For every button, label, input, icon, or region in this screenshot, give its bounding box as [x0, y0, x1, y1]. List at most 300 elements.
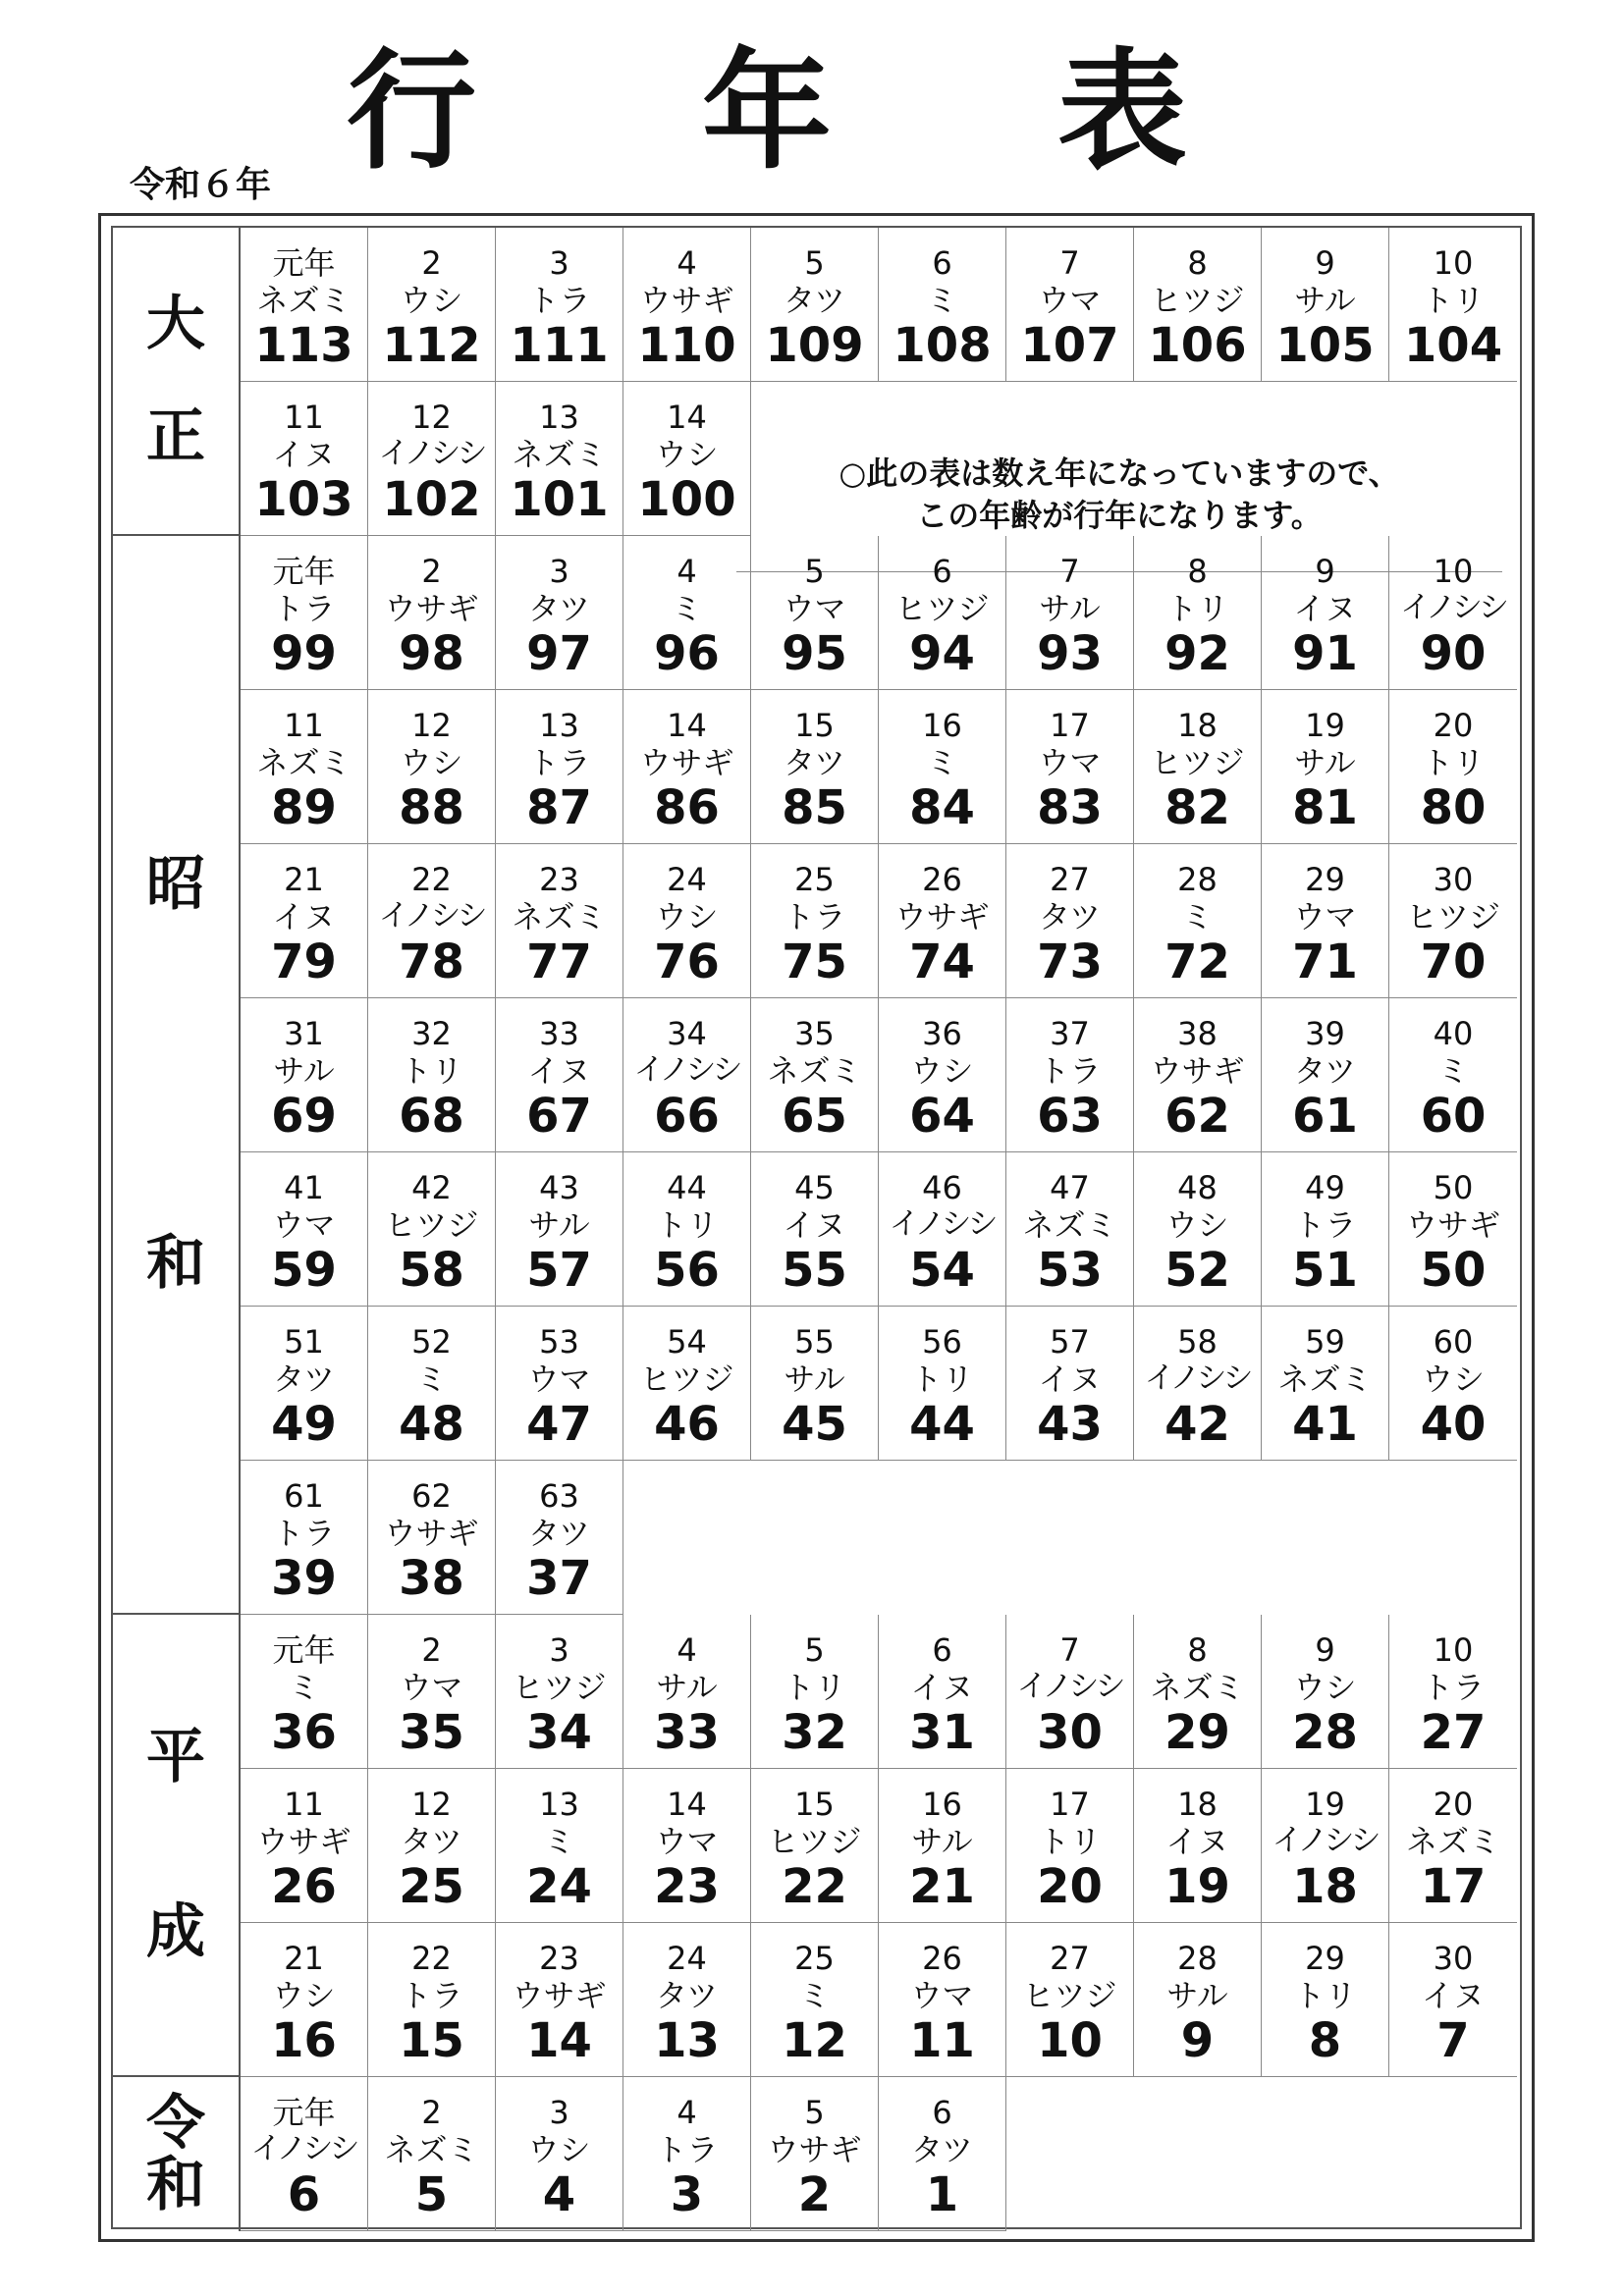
age-value: 33: [654, 1705, 720, 1760]
year-cell: [879, 1307, 1006, 1461]
zodiac-sign: ウシ: [910, 1052, 974, 1090]
year-cell: [496, 998, 623, 1152]
year-cell: [623, 1152, 751, 1307]
era-year: 24: [667, 861, 707, 898]
zodiac-sign: タツ: [400, 1823, 463, 1860]
zodiac-sign: ヒツジ: [512, 1669, 607, 1706]
year-cell: [623, 2077, 751, 2231]
age-value: 79: [271, 934, 337, 989]
zodiac-sign: ネズミ: [1150, 1669, 1245, 1706]
era-year: 10: [1433, 553, 1474, 590]
zodiac-sign: ネズミ: [1022, 1206, 1117, 1244]
age-value: 59: [271, 1243, 337, 1298]
age-value: 86: [654, 780, 720, 835]
age-value: 103: [254, 472, 353, 527]
year-cell: [241, 1307, 368, 1461]
year-cell: [368, 844, 496, 998]
age-value: 12: [782, 2013, 847, 2068]
year-cell: [1006, 1923, 1134, 2077]
era-year: 55: [794, 1323, 835, 1361]
zodiac-sign: タツ: [1293, 1052, 1357, 1090]
zodiac-sign: ウシ: [527, 2131, 591, 2168]
year-cell: [1006, 228, 1134, 382]
age-value: 55: [782, 1243, 847, 1298]
year-cell: [1134, 1307, 1262, 1461]
era-year: 56: [922, 1323, 962, 1361]
age-value: 47: [526, 1397, 592, 1452]
era-year: 17: [1050, 707, 1090, 744]
zodiac-sign: ネズミ: [512, 436, 607, 473]
age-value: 8: [1308, 2013, 1342, 2068]
zodiac-sign: トリ: [910, 1361, 974, 1398]
zodiac-sign: イノシシ: [250, 2131, 357, 2166]
year-cell: [496, 1615, 623, 1769]
zodiac-sign: ミ: [926, 744, 958, 781]
age-value: 28: [1292, 1705, 1358, 1760]
era-year: 52: [411, 1323, 452, 1361]
year-cell: [1262, 228, 1389, 382]
era-year: 6: [932, 553, 952, 590]
zodiac-sign: イヌ: [1038, 1361, 1102, 1398]
year-cell: [879, 690, 1006, 844]
year-cell: [496, 1461, 623, 1615]
zodiac-sign: サル: [1294, 744, 1356, 781]
era-year: 22: [411, 861, 452, 898]
era-year: 23: [539, 861, 579, 898]
era-char: 和: [146, 1229, 205, 1299]
year-cell: [1134, 1615, 1262, 1769]
zodiac-sign: イノシシ: [1144, 1361, 1251, 1396]
era-year: 3: [549, 553, 569, 590]
era-year: 27: [1050, 861, 1090, 898]
year-cell: [751, 844, 879, 998]
zodiac-sign: ミ: [926, 282, 958, 319]
zodiac-sign: イヌ: [1165, 1823, 1229, 1860]
zodiac-sign: トリ: [1421, 744, 1485, 781]
zodiac-sign: ヒツジ: [1405, 898, 1500, 935]
era-year: 元年: [272, 553, 336, 590]
age-value: 107: [1020, 318, 1119, 373]
era-label: [113, 536, 241, 1615]
zodiac-sign: ウサギ: [639, 744, 734, 781]
age-value: 50: [1420, 1243, 1487, 1298]
era-year: 23: [539, 1940, 579, 1977]
era-year: 6: [932, 1631, 952, 1669]
era-year: 15: [794, 707, 835, 744]
year-cell: [1262, 690, 1389, 844]
year-cell: [496, 228, 623, 382]
year-cell: [496, 1152, 623, 1307]
zodiac-sign: トラ: [272, 1515, 336, 1552]
era-year: 3: [549, 244, 569, 282]
year-cell: [1006, 844, 1134, 998]
era-year: 18: [1177, 1786, 1218, 1823]
year-cell: [1389, 1923, 1517, 2077]
year-cell: [496, 690, 623, 844]
age-value: 11: [909, 2013, 975, 2068]
era-year: 26: [922, 861, 962, 898]
zodiac-sign: イノシシ: [1272, 1823, 1379, 1858]
era-year: 9: [1315, 553, 1335, 590]
zodiac-sign: ウマ: [910, 1977, 974, 2014]
year-cell: [1262, 1615, 1389, 1769]
era-year: 10: [1433, 244, 1474, 282]
year-cell: [368, 1769, 496, 1923]
age-value: 67: [526, 1089, 592, 1144]
year-cell: [368, 998, 496, 1152]
year-cell: [1262, 1923, 1389, 2077]
era-year: 7: [1059, 553, 1080, 590]
era-year: 8: [1187, 244, 1208, 282]
era-year: 5: [804, 553, 825, 590]
current-year-label: 令和６年: [130, 165, 272, 205]
year-cell: [368, 382, 496, 536]
zodiac-sign: ウシ: [655, 898, 719, 935]
age-value: 18: [1292, 1859, 1358, 1914]
age-value: 32: [782, 1705, 847, 1760]
era-year: 8: [1187, 1631, 1208, 1669]
zodiac-sign: トリ: [1293, 1977, 1357, 2014]
era-char: 大: [146, 290, 205, 358]
year-cell: [1134, 228, 1262, 382]
era-year: 41: [284, 1169, 324, 1206]
zodiac-sign: ミ: [288, 1669, 320, 1706]
year-cell: [1134, 690, 1262, 844]
age-value: 38: [399, 1551, 464, 1606]
era-year: 30: [1433, 1940, 1474, 1977]
year-cell: [1134, 1769, 1262, 1923]
year-cell: [1006, 1615, 1134, 1769]
zodiac-sign: ウマ: [1038, 744, 1102, 781]
era-year: 元年: [272, 1631, 336, 1669]
age-value: 95: [782, 626, 847, 681]
era-year: 2: [421, 553, 442, 590]
era-year: 5: [804, 244, 825, 282]
year-cell: [623, 998, 751, 1152]
year-cell: [1006, 1307, 1134, 1461]
age-value: 30: [1037, 1705, 1103, 1760]
era-year: 14: [667, 707, 707, 744]
zodiac-sign: ミ: [671, 590, 703, 627]
age-value: 74: [909, 934, 975, 989]
age-value: 88: [399, 780, 464, 835]
zodiac-sign: ネズミ: [1277, 1361, 1373, 1398]
era-year: 63: [539, 1477, 579, 1515]
year-cell: [751, 1923, 879, 2077]
zodiac-sign: サル: [784, 1361, 845, 1398]
zodiac-sign: タツ: [527, 590, 591, 627]
year-cell: [1389, 1615, 1517, 1769]
era-year: 4: [677, 2094, 697, 2131]
zodiac-sign: トラ: [655, 2131, 719, 2168]
age-value: 21: [909, 1859, 975, 1914]
era-year: 11: [284, 707, 324, 744]
zodiac-sign: ウサギ: [512, 1977, 607, 2014]
year-cell: [879, 1769, 1006, 1923]
year-cell: [623, 1307, 751, 1461]
year-cell: [241, 382, 368, 536]
era-year: 62: [411, 1477, 452, 1515]
zodiac-sign: サル: [1039, 590, 1101, 627]
zodiac-sign: トラ: [527, 282, 591, 319]
note-line-2: この年齢が行年になります。: [916, 497, 1323, 534]
year-cell: [751, 1615, 879, 1769]
age-value: 41: [1292, 1397, 1358, 1452]
zodiac-sign: イヌ: [1293, 590, 1357, 627]
year-cell: [1006, 1769, 1134, 1923]
zodiac-sign: ウマ: [783, 590, 846, 627]
zodiac-sign: ウマ: [400, 1669, 463, 1706]
age-value: 34: [526, 1705, 592, 1760]
zodiac-sign: タツ: [527, 1515, 591, 1552]
year-cell: [496, 1769, 623, 1923]
age-value: 61: [1292, 1089, 1358, 1144]
age-value: 108: [893, 318, 992, 373]
era-year: 17: [1050, 1786, 1090, 1823]
zodiac-sign: ウサギ: [1405, 1206, 1500, 1244]
era-year: 22: [411, 1940, 452, 1977]
era-year: 9: [1315, 244, 1335, 282]
era-year: 35: [794, 1015, 835, 1052]
era-year: 42: [411, 1169, 452, 1206]
age-value: 65: [782, 1089, 847, 1144]
era-year: 19: [1305, 707, 1345, 744]
year-cell: [1262, 1769, 1389, 1923]
era-year: 59: [1305, 1323, 1345, 1361]
note-line-1: ○此の表は数え年になっていますので、: [839, 454, 1400, 492]
zodiac-sign: ウシ: [272, 1977, 336, 2014]
age-value: 7: [1436, 2013, 1470, 2068]
zodiac-sign: ウシ: [400, 282, 463, 319]
year-cell: [879, 536, 1006, 690]
age-value: 2: [797, 2167, 832, 2222]
age-value: 96: [654, 626, 720, 681]
age-value: 46: [654, 1397, 720, 1452]
year-cell: [241, 536, 368, 690]
age-value: 77: [526, 934, 592, 989]
year-cell: [241, 1615, 368, 1769]
zodiac-sign: ウシ: [1165, 1206, 1229, 1244]
year-cell: [496, 2077, 623, 2231]
year-cell: [1389, 1307, 1517, 1461]
year-cell: [368, 1307, 496, 1461]
zodiac-sign: イノシシ: [1016, 1669, 1123, 1704]
year-cell: [751, 998, 879, 1152]
age-value: 26: [271, 1859, 337, 1914]
year-cell: [241, 228, 368, 382]
year-cell: [241, 844, 368, 998]
era-year: 48: [1177, 1169, 1218, 1206]
age-value: 13: [654, 2013, 720, 2068]
year-cell: [1389, 998, 1517, 1152]
age-value: 10: [1037, 2013, 1103, 2068]
zodiac-sign: ウマ: [527, 1361, 591, 1398]
zodiac-sign: トリ: [400, 1052, 463, 1090]
zodiac-sign: ミ: [1436, 1052, 1469, 1090]
year-cell: [241, 1769, 368, 1923]
era-year: 26: [922, 1940, 962, 1977]
era-year: 29: [1305, 1940, 1345, 1977]
age-value: 37: [526, 1551, 592, 1606]
era-year: 13: [539, 1786, 579, 1823]
age-value: 91: [1292, 626, 1358, 681]
year-cell: [1006, 536, 1134, 690]
age-value: 82: [1164, 780, 1230, 835]
age-value: 89: [271, 780, 337, 835]
age-value: 72: [1164, 934, 1230, 989]
zodiac-sign: イヌ: [527, 1052, 591, 1090]
year-cell: [1006, 998, 1134, 1152]
age-value: 106: [1148, 318, 1247, 373]
era-year: 57: [1050, 1323, 1090, 1361]
era-year: 5: [804, 1631, 825, 1669]
zodiac-sign: ネズミ: [256, 744, 352, 781]
year-cell: [879, 1615, 1006, 1769]
era-year: 9: [1315, 1631, 1335, 1669]
era-char: 令: [146, 2088, 205, 2158]
year-cell: [1389, 1152, 1517, 1307]
era-year: 11: [284, 399, 324, 436]
era-year: 39: [1305, 1015, 1345, 1052]
year-cell: [496, 536, 623, 690]
age-value: 63: [1037, 1089, 1103, 1144]
zodiac-sign: ヒツジ: [1150, 744, 1245, 781]
era-year: 51: [284, 1323, 324, 1361]
zodiac-sign: ミ: [415, 1361, 448, 1398]
year-cell: [496, 844, 623, 998]
year-cell: [751, 1769, 879, 1923]
era-year: 12: [411, 399, 452, 436]
year-cell: [368, 536, 496, 690]
zodiac-sign: トラ: [272, 590, 336, 627]
age-value: 57: [526, 1243, 592, 1298]
year-cell: [368, 1152, 496, 1307]
age-value: 5: [414, 2167, 449, 2222]
era-year: 29: [1305, 861, 1345, 898]
era-year: 16: [922, 1786, 962, 1823]
era-label: [113, 2077, 241, 2231]
age-value: 3: [670, 2167, 704, 2222]
era-year: 3: [549, 2094, 569, 2131]
age-value: 22: [782, 1859, 847, 1914]
age-value: 104: [1403, 318, 1503, 373]
age-value: 23: [654, 1859, 720, 1914]
era-year: 2: [421, 244, 442, 282]
age-value: 70: [1420, 934, 1487, 989]
age-value: 94: [909, 626, 975, 681]
year-cell: [1262, 536, 1389, 690]
era-year: 10: [1433, 1631, 1474, 1669]
age-value: 58: [399, 1243, 464, 1298]
year-cell: [623, 228, 751, 382]
year-cell: [368, 690, 496, 844]
zodiac-sign: サル: [273, 1052, 335, 1090]
age-value: 56: [654, 1243, 720, 1298]
year-cell: [751, 1152, 879, 1307]
age-value: 81: [1292, 780, 1358, 835]
year-cell: [623, 1769, 751, 1923]
age-value: 85: [782, 780, 847, 835]
zodiac-sign: ヒツジ: [1150, 282, 1245, 319]
era-year: 30: [1433, 861, 1474, 898]
zodiac-sign: イノシシ: [889, 1206, 996, 1242]
era-year: 47: [1050, 1169, 1090, 1206]
era-year: 2: [421, 1631, 442, 1669]
zodiac-sign: トラ: [1038, 1052, 1102, 1090]
age-value: 84: [909, 780, 975, 835]
era-year: 34: [667, 1015, 707, 1052]
era-year: 25: [794, 1940, 835, 1977]
zodiac-sign: ヒツジ: [1022, 1977, 1117, 2014]
zodiac-sign: ミ: [1181, 898, 1214, 935]
year-cell: [1134, 536, 1262, 690]
age-value: 68: [399, 1089, 464, 1144]
year-cell: [751, 2077, 879, 2231]
age-value: 80: [1420, 780, 1487, 835]
zodiac-sign: イヌ: [783, 1206, 846, 1244]
age-value: 1: [925, 2167, 959, 2222]
zodiac-sign: トラ: [1421, 1669, 1485, 1706]
year-cell: [751, 536, 879, 690]
era-year: 7: [1059, 244, 1080, 282]
year-cell: [751, 1307, 879, 1461]
age-value: 100: [637, 472, 736, 527]
age-value: 93: [1037, 626, 1103, 681]
zodiac-sign: イヌ: [1421, 1977, 1485, 2014]
zodiac-sign: ウサギ: [639, 282, 734, 319]
zodiac-sign: ミ: [543, 1823, 575, 1860]
era-year: 50: [1433, 1169, 1474, 1206]
age-value: 36: [271, 1705, 337, 1760]
zodiac-sign: イヌ: [272, 436, 336, 473]
zodiac-sign: ウサギ: [894, 898, 990, 935]
zodiac-sign: サル: [1294, 282, 1356, 319]
era-year: 16: [922, 707, 962, 744]
zodiac-sign: イヌ: [272, 898, 336, 935]
zodiac-sign: トラ: [527, 744, 591, 781]
age-value: 45: [782, 1397, 847, 1452]
era-year: 46: [922, 1169, 962, 1206]
zodiac-sign: サル: [656, 1669, 718, 1706]
era-year: 12: [411, 707, 452, 744]
age-value: 52: [1164, 1243, 1230, 1298]
era-year: 15: [794, 1786, 835, 1823]
year-cell: [879, 1923, 1006, 2077]
age-value: 62: [1164, 1089, 1230, 1144]
zodiac-sign: ウマ: [655, 1823, 719, 1860]
zodiac-sign: ヒツジ: [384, 1206, 479, 1244]
zodiac-sign: タツ: [783, 744, 846, 781]
era-year: 24: [667, 1940, 707, 1977]
era-year: 58: [1177, 1323, 1218, 1361]
era-year: 7: [1059, 1631, 1080, 1669]
age-value: 49: [271, 1397, 337, 1452]
age-value: 75: [782, 934, 847, 989]
age-value: 27: [1420, 1705, 1487, 1760]
age-value: 17: [1420, 1859, 1487, 1914]
age-value: 71: [1292, 934, 1358, 989]
era-year: 6: [932, 2094, 952, 2131]
age-value: 66: [654, 1089, 720, 1144]
era-year: 13: [539, 707, 579, 744]
age-value: 105: [1275, 318, 1375, 373]
era-year: 3: [549, 1631, 569, 1669]
age-value: 76: [654, 934, 720, 989]
zodiac-sign: ウシ: [1293, 1669, 1357, 1706]
era-year: 25: [794, 861, 835, 898]
era-year: 31: [284, 1015, 324, 1052]
zodiac-sign: イヌ: [910, 1669, 974, 1706]
